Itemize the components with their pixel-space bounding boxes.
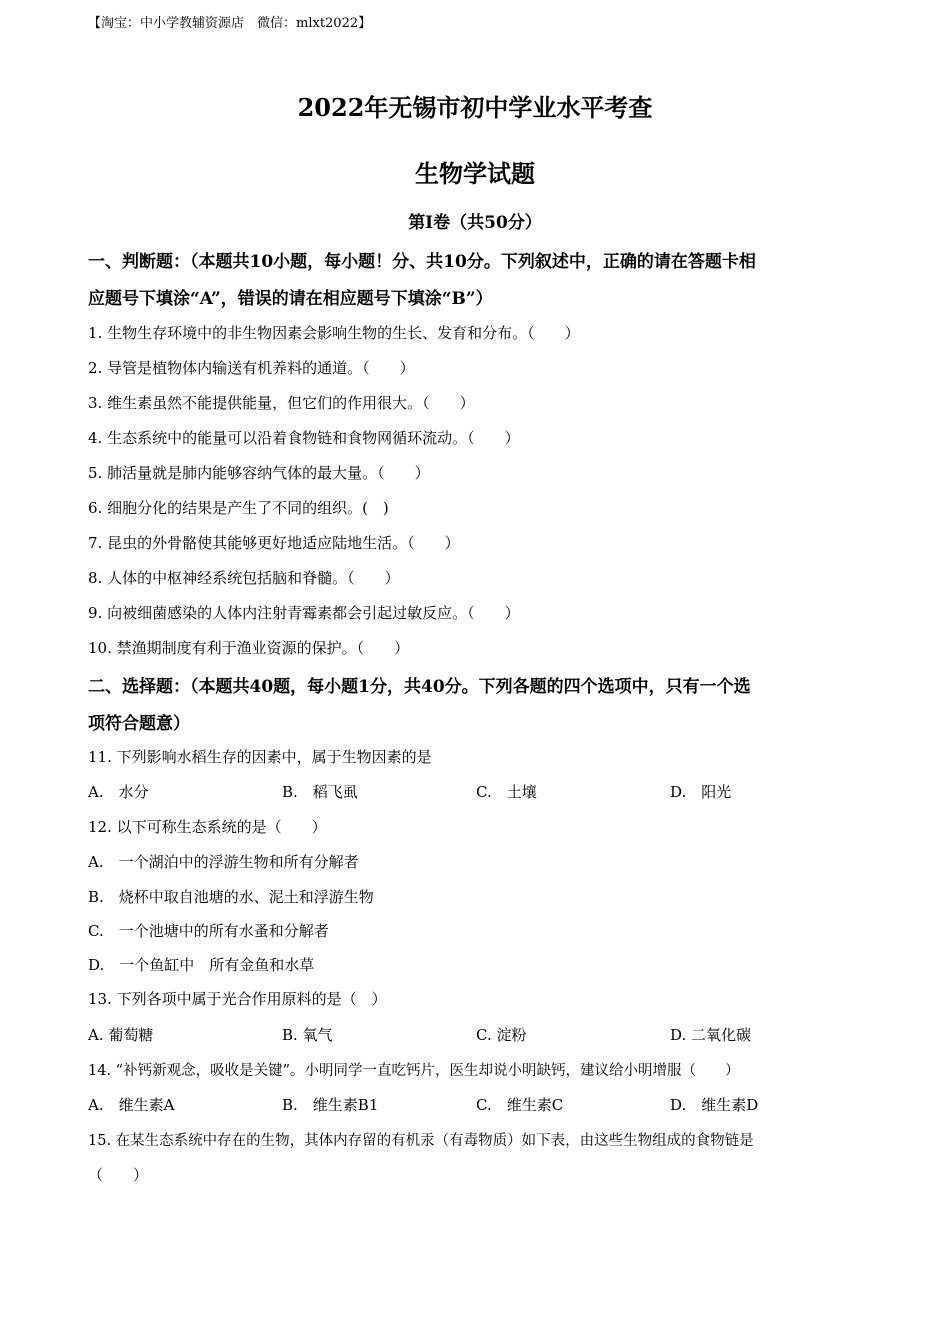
exam-subtitle: 生物学试题 <box>415 159 535 188</box>
option-a: A. 一个湖泊中的浮游生物和所有分解者 <box>88 853 359 871</box>
question-item: 8. 人体的中枢神经系统包括脑和脊髓。（ ） <box>88 569 400 587</box>
question-item: 6. 细胞分化的结果是产生了不同的组织。( ) <box>88 499 389 517</box>
question-item: 9. 向被细菌感染的人体内注射青霉素都会引起过敏反应。（ ） <box>88 604 520 622</box>
option-b: B. 稻飞虱 <box>282 783 358 801</box>
question-item: 3. 维生素虽然不能提供能量，但它们的作用很大。（ ） <box>88 394 475 412</box>
section1-heading-line2: 应题号下填涂“A”，错误的请在相应题号下填涂“B”） <box>88 289 493 309</box>
section1-heading-line1: 一、判断题：（本题共10小题，每小题！分、共10分。下列叙述中，正确的请在答题卡相 <box>88 252 756 272</box>
page-header-note: 【淘宝：中小学教辅资源店 微信：mlxt2022】 <box>88 16 372 31</box>
question-item: 7. 昆虫的外骨骼使其能够更好地适应陆地生活。（ ） <box>88 534 460 552</box>
question-item: 2. 导管是植物体内输送有机养料的通道。（ ） <box>88 359 415 377</box>
question-item: 1. 生物生存环境中的非生物因素会影响生物的生长、发育和分布。（ ） <box>88 324 580 342</box>
option-d: D. 维生素D <box>670 1096 759 1114</box>
question-stem-13: 13. 下列各项中属于光合作用原料的是（ ） <box>88 990 387 1008</box>
question-item: 5. 肺活量就是肺内能够容纳气体的最大量。（ ） <box>88 464 430 482</box>
exam-title: 2022年无锡市初中学业水平考查 <box>297 93 653 122</box>
question-stem-15-blank: （ ） <box>88 1166 149 1184</box>
question-item: 4. 生态系统中的能量可以沿着食物链和食物网循环流动。（ ） <box>88 429 520 447</box>
question-stem-12: 12. 以下可称生态系统的是（ ） <box>88 818 327 836</box>
question-item: 10. 禁渔期制度有利于渔业资源的保护。（ ） <box>88 639 410 657</box>
section2-heading-line1: 二、选择题：（本题共40题，每小题1分，共40分。下列各题的四个选项中，只有一个选 <box>88 677 751 697</box>
option-c: C. 维生素C <box>476 1096 564 1114</box>
option-a: A. 葡萄糖 <box>88 1026 154 1044</box>
option-d: D. 阳光 <box>670 783 732 801</box>
option-a: A. 水分 <box>88 783 149 801</box>
question-stem-11: 11. 下列影响水稻生存的因素中，属于生物因素的是 <box>88 748 432 766</box>
option-b: B. 维生素B1 <box>282 1096 379 1114</box>
option-c: C. 土壤 <box>476 783 537 801</box>
section2-heading-line2: 项符合题意） <box>88 714 190 734</box>
option-b: B. 烧杯中取自池塘的水、泥土和浮游生物 <box>88 888 374 906</box>
option-a: A. 维生素A <box>88 1096 175 1114</box>
option-b: B. 氧气 <box>282 1026 333 1044</box>
volume-heading: 第Ⅰ卷（共50分） <box>408 213 542 233</box>
question-stem-14: 14. “补钙新观念，吸收是关键”。小明同学一直吃钙片，医生却说小明缺钙，建议给小明增服（ ） <box>88 1063 740 1079</box>
option-d: D. 二氧化碳 <box>670 1026 752 1044</box>
option-c: C. 淀粉 <box>476 1026 527 1044</box>
option-d: D. 一个鱼缸中 所有金鱼和水草 <box>88 956 315 974</box>
option-c: C. 一个池塘中的所有水蚤和分解者 <box>88 922 329 940</box>
question-stem-15: 15. 在某生态系统中存在的生物，其体内存留的有机汞（有毒物质）如下表，由这些生物组成的食物链是 <box>88 1133 754 1149</box>
